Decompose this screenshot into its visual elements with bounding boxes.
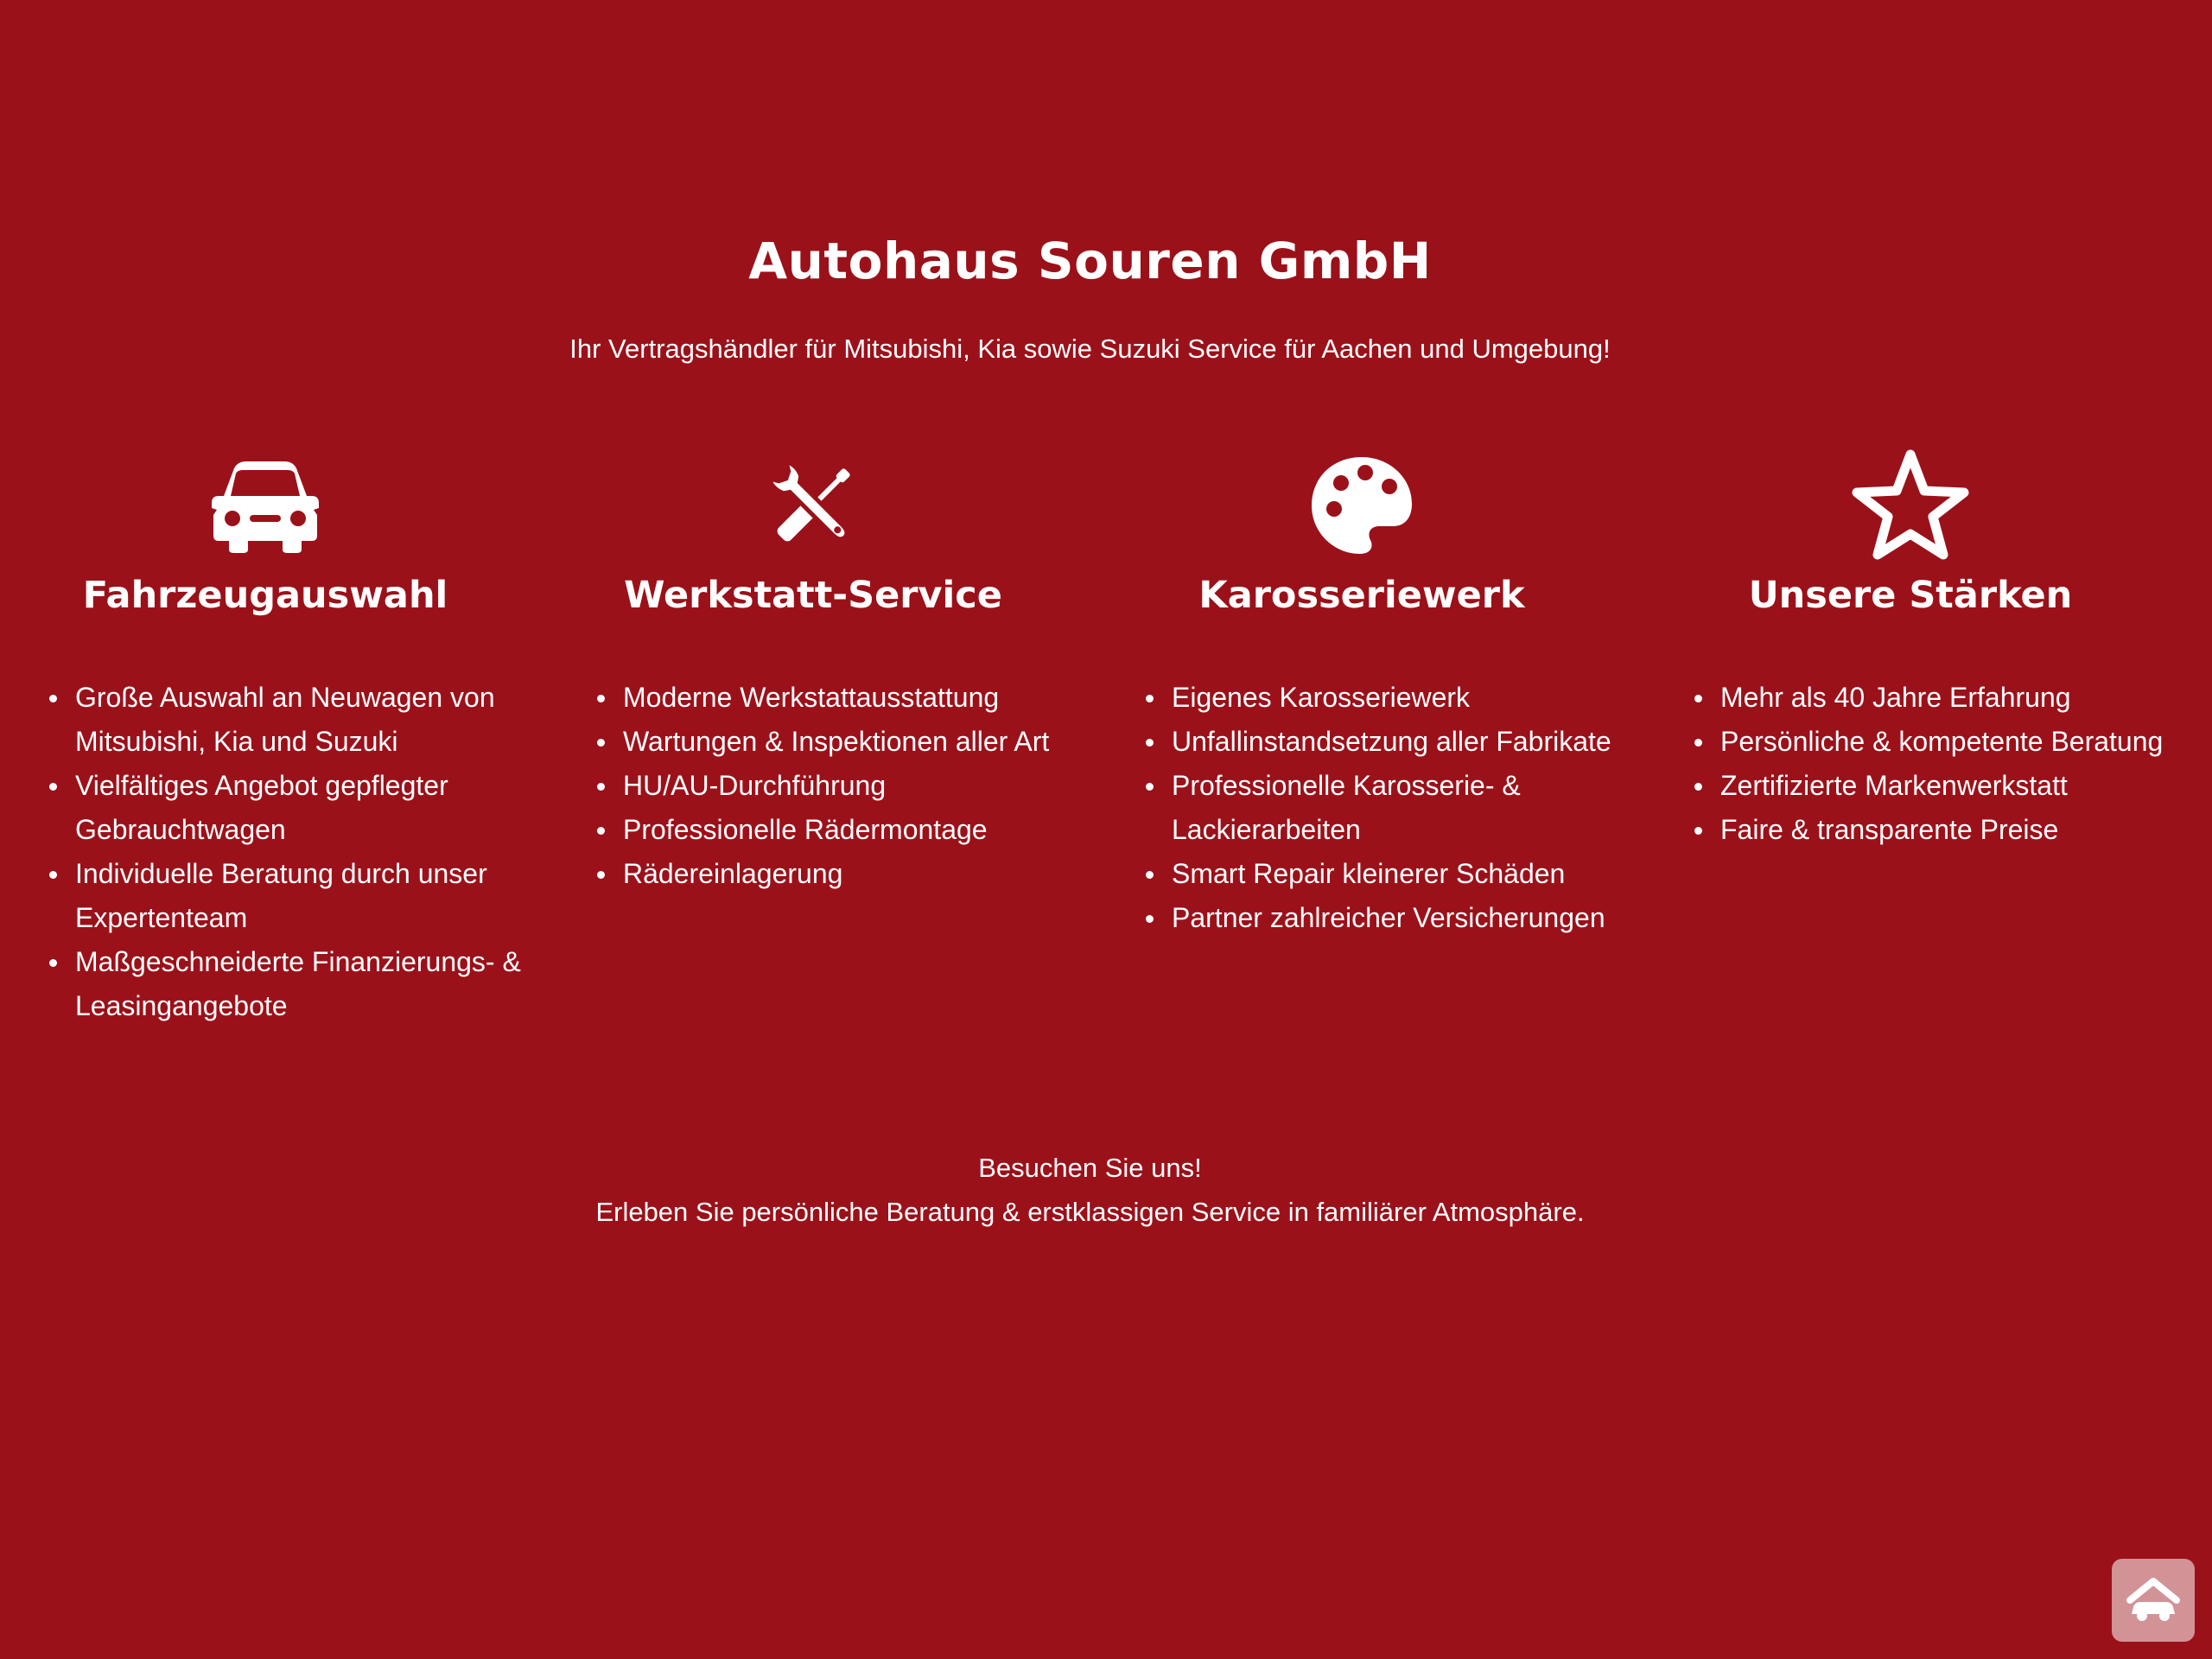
feature-karosseriewerk <box>1146 449 1681 940</box>
list-item: Moderne Werkstattausstattung <box>597 676 1133 720</box>
list-item: Große Auswahl an Neuwagen von Mitsubishi, Kia und Suzuki <box>49 676 533 764</box>
feature-title: Werkstatt-Service <box>624 574 1002 617</box>
feature-fahrzeugauswahl <box>49 449 585 1028</box>
feature-list <box>49 676 533 1028</box>
feature-title: Karosseriewerk <box>1198 574 1525 617</box>
list-item: Partner zahlreicher Versicherungen <box>1146 896 1681 940</box>
tools-icon <box>748 449 878 562</box>
feature-unsere-staerken <box>1694 449 2212 852</box>
palette-icon <box>1297 449 1427 562</box>
feature-werkstatt-service <box>597 449 1133 896</box>
list-item: Zertifizierte Markenwerkstatt <box>1694 764 2212 808</box>
list-item: Individuelle Beratung durch unser Expertenteam <box>49 852 533 940</box>
page-subtitle: Ihr Vertragshändler für Mitsubishi, Kia sowie Suzuki Service für Aachen und Umgebung! <box>569 334 1611 364</box>
scroll-top-button[interactable] <box>2112 1559 2195 1642</box>
feature-title: Unsere Stärken <box>1748 574 2073 617</box>
list-item: Mehr als 40 Jahre Erfahrung <box>1694 676 2212 720</box>
list-item: Maßgeschneiderte Finanzierungs- & Leasingangebote <box>49 940 533 1028</box>
list-item: Eigenes Karosseriewerk <box>1146 676 1681 720</box>
star-icon <box>1846 449 1975 562</box>
visit-section <box>0 1146 2180 1234</box>
list-item: Unfallinstandsetzung aller Fabrikate <box>1146 720 1681 764</box>
page-title: Autohaus Souren GmbH <box>748 232 1432 290</box>
list-item: Smart Repair kleinerer Schäden <box>1146 852 1681 896</box>
visit-heading: Besuchen Sie uns! <box>978 1153 1202 1183</box>
list-item: HU/AU-Durchführung <box>597 764 1133 808</box>
car-icon <box>200 449 330 562</box>
visit-text: Erleben Sie persönliche Beratung & erstklassigen Service in familiärer Atmosphäre. <box>595 1197 1585 1227</box>
list-item: Professionelle Rädermontage <box>597 808 1133 852</box>
feature-list <box>1694 676 2212 852</box>
list-item: Vielfältiges Angebot gepflegter Gebrauchtwagen <box>49 764 533 852</box>
list-item: Wartungen & Inspektionen aller Art <box>597 720 1133 764</box>
feature-list <box>597 676 1133 896</box>
feature-list <box>1146 676 1681 940</box>
list-item: Rädereinlagerung <box>597 852 1133 896</box>
chevron-up-car-icon <box>2123 1574 2183 1626</box>
list-item: Persönliche & kompetente Beratung <box>1694 720 2212 764</box>
list-item: Professionelle Karosserie- & Lackierarbeiten <box>1146 764 1681 852</box>
list-item: Faire & transparente Preise <box>1694 808 2212 852</box>
feature-title: Fahrzeugauswahl <box>82 574 448 617</box>
